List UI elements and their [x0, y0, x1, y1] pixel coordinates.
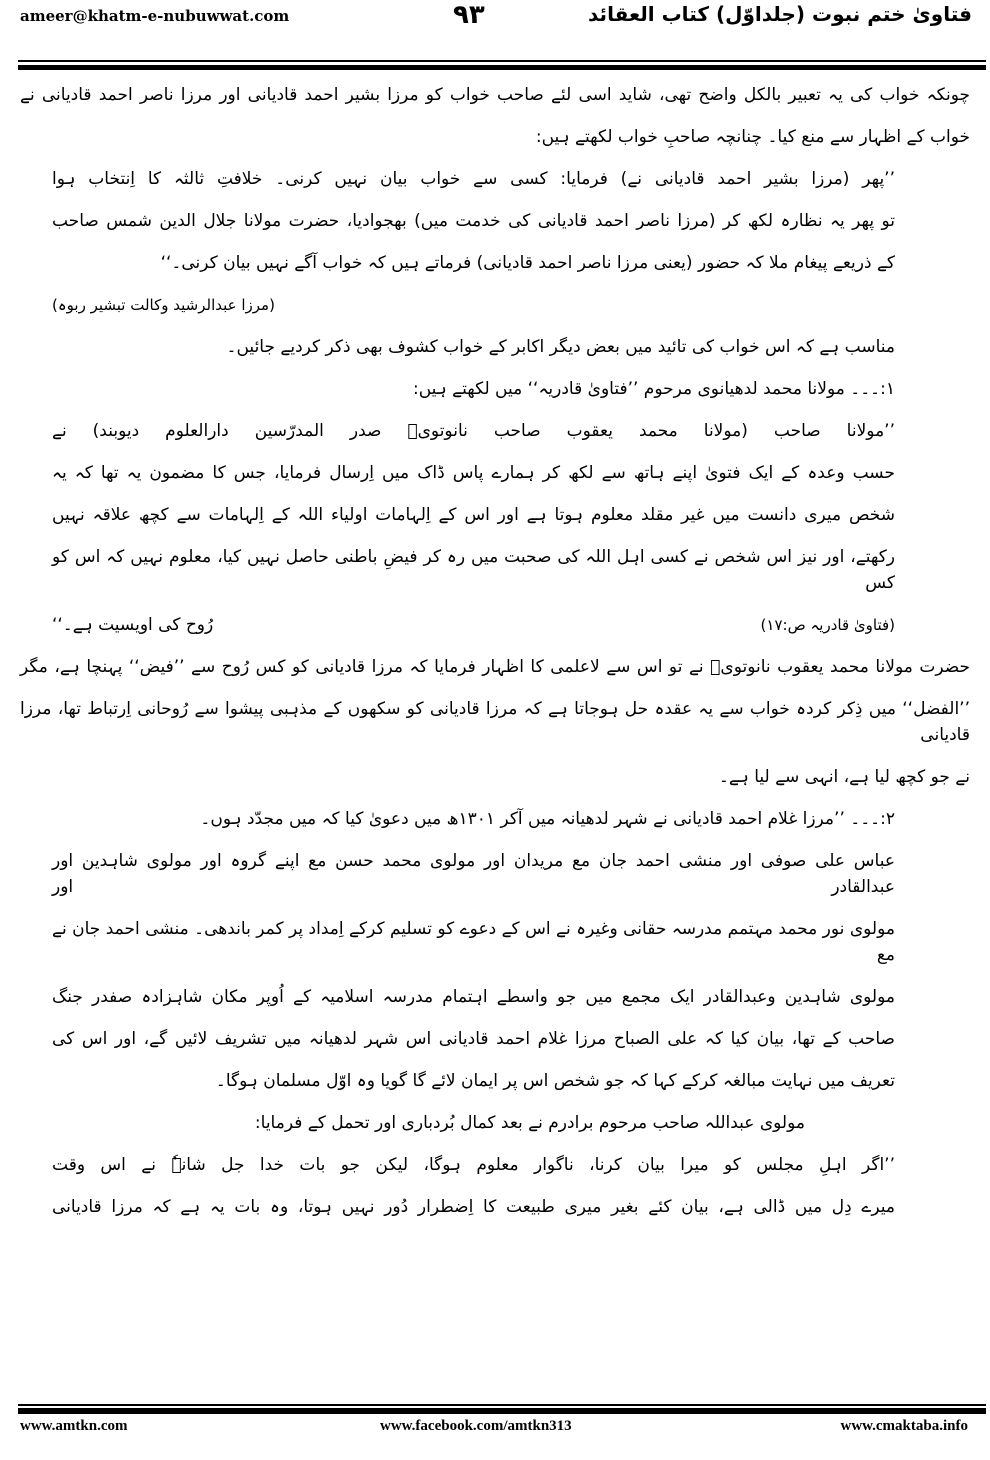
page-body: [0, 72, 990, 1404]
text-line: ۲:۔۔۔ ’’مرزا غلام احمد قادیانی نے شہر لدھیانہ میں آکر ۱۳۰۱ھ میں دعویٰ کیا کہ میں مجدّد ہوں۔: [200, 809, 895, 829]
text-line: مولوی عبداللہ صاحب مرحوم برادرم نے بعد کمال بُردباری اور تحمل کے فرمایا:: [254, 1113, 805, 1133]
quote-line: ’’مولانا صاحب (مولانا محمد یعقوب صاحب نانوتویؒ صدر المدرّسین دارالعلوم دیوبند) نے: [52, 421, 895, 441]
header-rule-thick: [18, 65, 986, 70]
quote-line: رکھتے، اور نیز اس شخص نے کسی اہل اللہ کی صحبت میں رہ کر فیضِ باطنی حاصل نہیں کیا، معلوم نہیں کہ اس کو کس: [52, 547, 895, 593]
quote-line: ’’اگر اہلِ مجلس کو میرا بیان کرنا، ناگوار معلوم ہوگا، لیکن جو بات خدا جل شانہٗ نے اس وقت: [52, 1155, 895, 1175]
quote-line: میرے دِل میں ڈالی ہے، بیان کئے بغیر میری طبیعت کا اِضطرار دُور نہیں ہوتا، وہ بات یہ ہے کہ مرزا قادیانی: [52, 1197, 895, 1217]
quote-line: حسب وعدہ کے ایک فتویٰ اپنے ہاتھ سے لکھ کر ہمارے پاس ڈاک میں اِرسال فرمایا، جس کا مضمون یہ تھا کہ یہ: [52, 463, 895, 483]
header-rule-thin: [18, 60, 986, 62]
text-line: مناسب ہے کہ اس خواب کی تائید میں بعض دیگر اکابر کے خواب کشوف بھی ذکر کردیے جائیں۔: [226, 337, 895, 357]
page-header: [0, 0, 990, 72]
quote-line: شخص میری دانست میں غیر مقلد معلوم ہوتا ہے اور اس کے اِلہامات اولیاء اللہ کے اِلہامات سے کچھ علاقہ نہیں: [52, 505, 895, 525]
quote-line: رُوح کی اویسیت ہے۔‘‘: [52, 615, 214, 635]
footer-rule-thick: [18, 1408, 986, 1414]
text-line: نے جو کچھ لیا ہے، انہی سے لیا ہے۔: [718, 767, 970, 787]
footer-rule-thin: [18, 1404, 986, 1406]
page-footer: [0, 1404, 990, 1460]
text-line: صاحب کے تھا، بیان کیا کہ علی الصباح مرزا غلام احمد قادیانی اس شہر لدھیانہ میں تشریف لائیں گے، اور اس کی: [52, 1029, 895, 1049]
text-line: چونکہ خواب کی یہ تعبیر بالکل واضح تھی، شاید اسی لئے صاحب خواب کو مرزا بشیر احمد قادیانی اور مرزا ناصر احمد قادیانی نے: [20, 85, 970, 105]
reference-citation: (فتاویٰ قادریہ ص:۱۷): [760, 616, 895, 634]
text-line: تعریف میں نہایت مبالغہ کرکے کہا کہ جو شخص اس پر ایمان لائے گا گویا وہ اوّل مسلمان ہوگا۔: [215, 1071, 895, 1091]
quote-line: کے ذریعے پیغام ملا کہ حضور (یعنی مرزا ناصر احمد قادیانی) فرماتے ہیں کہ خواب آگے نہیں بیان کرنی۔‘‘: [160, 253, 895, 273]
footer-link-cmaktaba[interactable]: www.cmaktaba.info: [840, 1418, 968, 1434]
footer-link-amtkn[interactable]: www.amtkn.com: [20, 1418, 128, 1434]
text-line: مولوی شاہدین وعبدالقادر ایک مجمع میں جو واسطے اہتمام مدرسہ اسلامیہ کے اُوپر مکان شاہزادہ صفدر جنگ: [52, 987, 895, 1007]
page-number: ۹۳: [453, 0, 485, 30]
text-line: حضرت مولانا محمد یعقوب نانوتویؒ نے تو اس سے لاعلمی کا اظہار فرمایا کہ مرزا قادیانی کو کس رُوح سے ’’فیض‘‘ پہنچا ہے، مگر: [20, 657, 970, 677]
reference-citation: (مرزا عبدالرشید وکالت تبشیر ربوہ): [52, 296, 275, 314]
text-line: عباس علی صوفی اور منشی احمد جان مع مریدان اور مولوی محمد حسن مع اپنے گروہ اور مولوی شاہدین اور عبدالقادر اور: [52, 851, 895, 897]
quote-line: تو پھر یہ نظارہ لکھ کر (مرزا ناصر احمد قادیانی کی خدمت میں) بھجوادیا، حضرت مولانا جلال الدین شمس صاحب: [52, 211, 895, 231]
quote-end-row: [52, 612, 895, 638]
footer-link-facebook[interactable]: www.facebook.com/amtkn313: [380, 1418, 572, 1434]
quote-line: ’’پھر (مرزا بشیر احمد قادیانی نے) فرمایا: کسی سے خواب بیان نہیں کرنی۔ خلافتِ ثالثہ کا اِنتخاب ہوا: [52, 169, 895, 189]
text-line: خواب کے اظہار سے منع کیا۔ چنانچہ صاحبِ خواب لکھتے ہیں:: [535, 127, 970, 147]
book-title: فتاویٰ ختم نبوت (جلداوّل) کتاب العقائد: [588, 2, 972, 26]
text-line: ’’الفضل‘‘ میں ذِکر کردہ خواب سے یہ عقدہ حل ہوجاتا ہے کہ مرزا قادیانی کو سکھوں کے مذہبی پیشوا سے رُوحانی اِرتباط تھا، مرزا قادیانی: [20, 699, 970, 745]
text-line: ۱:۔۔۔ مولانا محمد لدھیانوی مرحوم ’’فتاویٰ قادریہ‘‘ میں لکھتے ہیں:: [413, 379, 895, 399]
text-line: مولوی نور محمد مہتمم مدرسہ حقانی وغیرہ نے اس کے دعوے کو تسلیم کرکے اِمداد پر کمر باندھی۔ منشی احمد جان نے مع: [52, 919, 895, 965]
header-email: ameer@khatm-e-nubuwwat.com: [20, 7, 290, 25]
